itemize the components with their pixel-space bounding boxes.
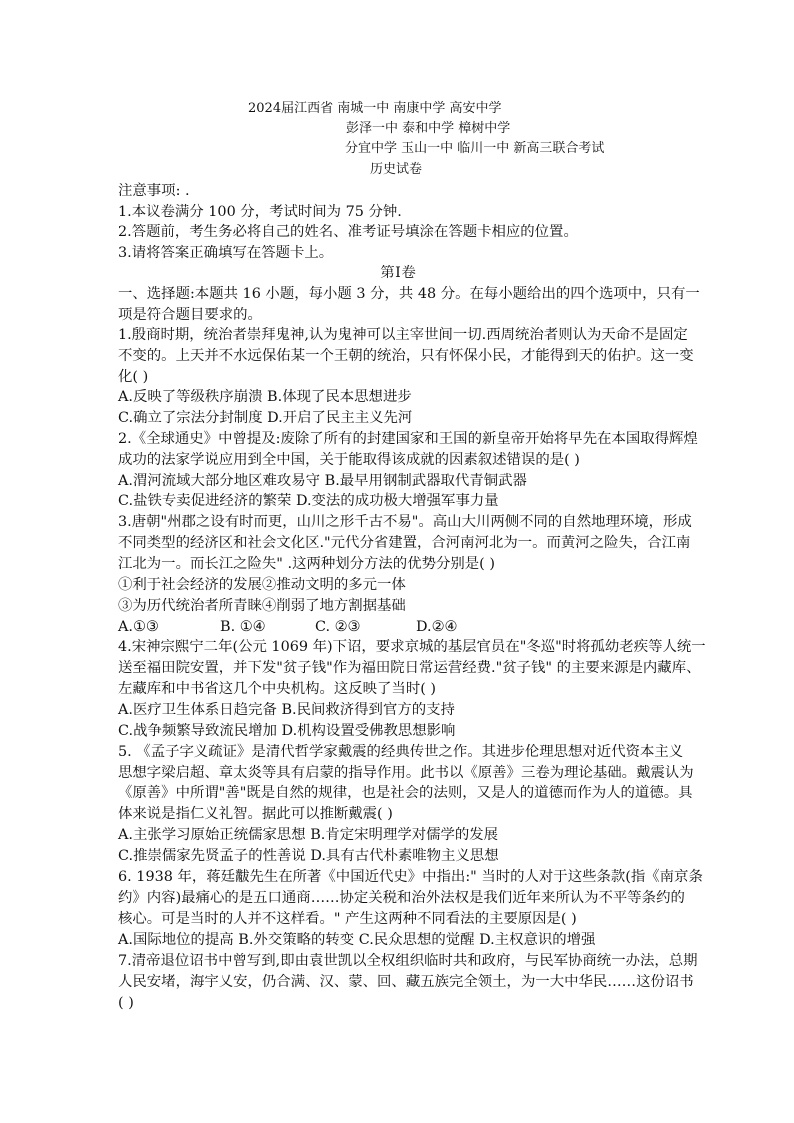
school-list-line-2: 彭泽一中 泰和中学 樟树中学 <box>346 121 511 136</box>
question-5-stem: 5. 《孟子字义疏证》是清代哲学家戴震的经典传世之作。其进步伦理思想对近代资本主义 <box>118 744 684 760</box>
question-3-choice-c: C. ②③ <box>315 619 361 635</box>
question-1-stem: 不变的。上天并不水远保佑某一个王朝的统治，只有怀保小民，才能得到天的佑护。这一变 <box>118 348 694 364</box>
question-6-option: A.国际地位的提高 B.外交策略的转变 C.民众思想的觉醒 D.主权意识的增强 <box>118 932 596 948</box>
question-5-stem: 体来说是指仁义礼智。据此可以推断戴震( ) <box>118 806 393 822</box>
question-7-stem: ( ) <box>118 995 134 1011</box>
question-7-stem: 7.清帝退位诏书中曾写到,即由袁世凯以全权组织临时共和政府，与民军协商统一办法，总期 <box>118 953 698 969</box>
question-4-option: A.医疗卫生体系日趋完备 B.民间救济得到官方的支持 <box>118 702 455 718</box>
school-list-line-1: 2024届江西省 南城一中 南康中学 高安中学 <box>248 101 502 116</box>
question-1-option: A.反映了等级秩序崩溃 B.体现了民本思想进步 <box>118 389 412 405</box>
question-4-stem: 左藏库和中书省这几个中央机构。这反映了当时( ) <box>118 681 437 697</box>
question-6-stem: 6. 1938 年，蒋廷黻先生在所著《中国近代史》中指出:" 当时的人对于这些条款(指《南京条 <box>118 869 703 885</box>
question-5-stem: 《原善》中所谓"善"既是自然的规律，也是社会的法则，又是人的道德而作为人的道德。具 <box>118 785 693 801</box>
question-7-stem: 人民安堵，海宇乂安，仍合满、汉、蒙、回、藏五族完全领土，为一大中华民……这份诏书 <box>118 974 694 990</box>
question-3-choice-d: D.②④ <box>416 619 458 635</box>
question-2-stem: 成功的法家学说应用到全中国，关于能取得该成就的因素叙述错误的是( ) <box>118 452 580 468</box>
school-list-line-3: 分宜中学 玉山一中 临川一中 新高三联合考试 <box>345 141 605 156</box>
notice-item: 2.答题前，考生务必将自己的姓名、准考证号填涂在答题卡相应的位置。 <box>118 224 578 240</box>
notice-item: 1.本议卷满分 100 分，考试时间为 75 分钟. <box>118 204 402 220</box>
question-5-stem: 思想字梁启超、章太炎等具有启蒙的指导作用。此书以《原善》三卷为理论基础。戴震认为 <box>118 765 694 781</box>
question-2-stem: 2.《全球通史》中曾提及:废除了所有的封建国家和王国的新皇帝开始将早先在本国取得辉煌 <box>118 431 698 447</box>
question-3-choice-b: B. ①④ <box>220 619 266 635</box>
question-4-stem: 4.宋神宗熙宁二年(公元 1069 年)下诏，要求京城的基层官员在"冬巡"时将孤幼老疾等人统一 <box>118 639 706 655</box>
question-5-option: C.推崇儒家先贤孟子的性善说 D.具有古代朴素唯物主义思想 <box>118 848 499 864</box>
section-intro: 项是符合题目要求的。 <box>118 307 262 323</box>
notice-title: 注意事项: . <box>118 183 190 199</box>
question-3-stem: 3.唐朝"州郡之设有时而更，山川之形千古不易"。高山大川两侧不同的自然地理环境，形成 <box>118 514 692 530</box>
question-3-stem: 不同类型的经济区和社会文化区."元代分省建置，合河南河北为一。而黄河之险失，合江南 <box>118 535 691 551</box>
question-1-option: C.确立了宗法分封制度 D.开启了民主主义先河 <box>118 410 413 426</box>
question-1-stem: 1.殷商时期，统治者崇拜鬼神,认为鬼神可以主宰世间一切.西周统治者则认为天命不是固定 <box>118 327 688 343</box>
question-4-stem: 送至福田院安置，并下发"贫子钱"作为福田院日常运营经费."贫子钱" 的主要来源是内藏库、 <box>118 660 701 676</box>
question-6-stem: 约》内容)最痛心的是五口通商……协定关税和治外法权是我们近年来所认为不平等条约的 <box>118 890 685 906</box>
question-3-option: ③为历代统治者所青睐④削弱了地方割据基础 <box>118 598 406 614</box>
question-5-option: A.主张学习原始正统儒家思想 B.肯定宋明理学对儒学的发展 <box>118 827 499 843</box>
question-2-option: C.盐铁专卖促进经济的繁荣 D.变法的成功极大增强军事力量 <box>118 493 499 509</box>
question-3-choice-a: A.①③ <box>118 619 159 635</box>
notice-item: 3.请将答案正确填写在答题卡上。 <box>118 245 334 261</box>
question-1-stem: 化( ) <box>118 369 149 385</box>
question-2-option: A.渭河流域大部分地区难攻易守 B.最早用钢制武器取代青铜武器 <box>118 473 527 489</box>
subject-title: 历史试卷 <box>370 162 423 177</box>
question-6-stem: 核心。可是当时的人并不这样看。" 产生这两种不同看法的主要原因是( ) <box>118 911 577 927</box>
question-4-option: C.战争频繁导致流民增加 D.机构设置受佛教思想影响 <box>118 723 456 739</box>
question-3-stem: 江北为一。而长江之险失" .这两种划分方法的优势分别是( ) <box>118 556 495 572</box>
section-title: 第 I 卷 <box>380 265 414 281</box>
section-intro: 一、选择题:本题共 16 小题，每小题 3 分，共 48 分。在每小题给出的四个选项中，只有一 <box>118 286 700 302</box>
question-3-option: ①利于社会经济的发展②推动文明的多元一体 <box>118 577 406 593</box>
